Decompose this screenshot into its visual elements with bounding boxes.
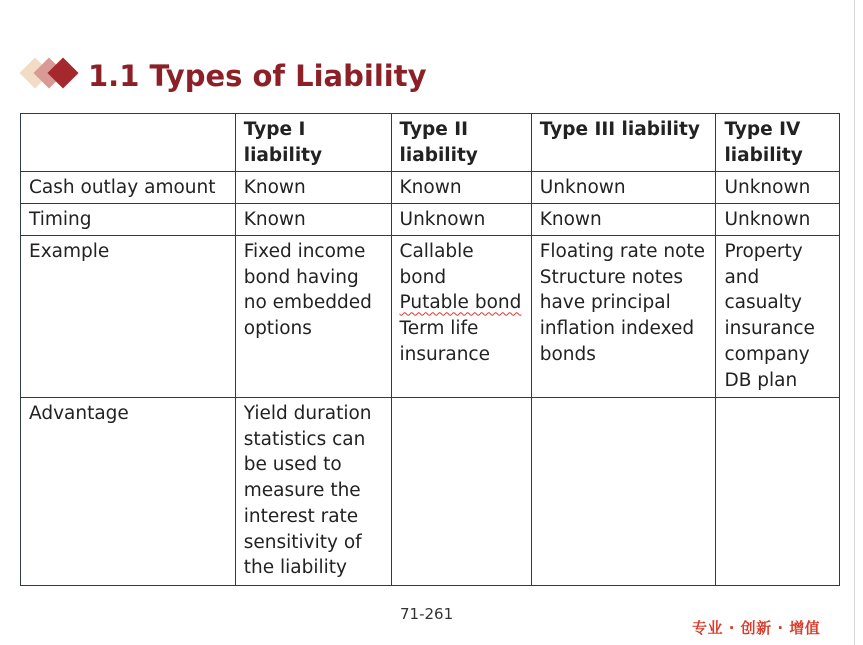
header-cell-empty bbox=[21, 114, 236, 172]
table-cell bbox=[716, 236, 840, 398]
header-type-iii: Type III liability bbox=[531, 114, 716, 172]
table-header-row bbox=[21, 114, 840, 172]
table-cell: Known bbox=[391, 172, 531, 204]
table-row-advantage bbox=[21, 398, 840, 586]
table-row-cash-outlay bbox=[21, 172, 840, 204]
cell-text: Term life insurance bbox=[399, 318, 490, 365]
title-row bbox=[18, 54, 426, 98]
header-type-iv: Type IV liability bbox=[716, 114, 840, 172]
cell-text: Callable bond bbox=[399, 241, 474, 288]
footer-slogan: 专业 · 创新 · 增值 bbox=[692, 619, 821, 637]
table-cell bbox=[531, 236, 716, 398]
table-cell: Known bbox=[235, 204, 391, 236]
diamond-bullets-icon bbox=[18, 56, 82, 96]
table-cell: Unknown bbox=[391, 204, 531, 236]
table-cell: Unknown bbox=[716, 204, 840, 236]
row-label: Timing bbox=[21, 204, 236, 236]
table-row-example bbox=[21, 236, 840, 398]
table-cell: Unknown bbox=[716, 172, 840, 204]
table-cell: Known bbox=[235, 172, 391, 204]
table-cell bbox=[531, 398, 716, 586]
row-label: Cash outlay amount bbox=[21, 172, 236, 204]
table-cell: Known bbox=[531, 204, 716, 236]
cell-text-spellcheck: Putable bond bbox=[399, 292, 522, 314]
table-row-timing bbox=[21, 204, 840, 236]
page-title: 1.1 Types of Liability bbox=[88, 59, 427, 93]
header-type-i: Type I liability bbox=[235, 114, 391, 172]
table-cell bbox=[391, 398, 531, 586]
cell-text: Fixed income bond having no embedded options bbox=[243, 241, 372, 340]
cell-text: Property and casualty insurance company DB plan bbox=[724, 241, 815, 391]
cell-text: Structure notes have principal inflation indexed bonds bbox=[539, 266, 695, 365]
table-cell bbox=[716, 398, 840, 586]
header-type-ii: Type II liability bbox=[391, 114, 531, 172]
table-cell bbox=[391, 236, 531, 398]
cell-text: Floating rate note bbox=[539, 241, 706, 262]
table-cell bbox=[235, 236, 391, 398]
row-label: Advantage bbox=[21, 398, 236, 586]
row-label: Example bbox=[21, 236, 236, 398]
table-cell: Unknown bbox=[531, 172, 716, 204]
table-cell: Yield duration statistics can be used to measure the interest rate sensitivity of the liability bbox=[235, 398, 391, 586]
page-number: 71-261 bbox=[400, 605, 454, 623]
liability-types-table bbox=[20, 113, 840, 586]
